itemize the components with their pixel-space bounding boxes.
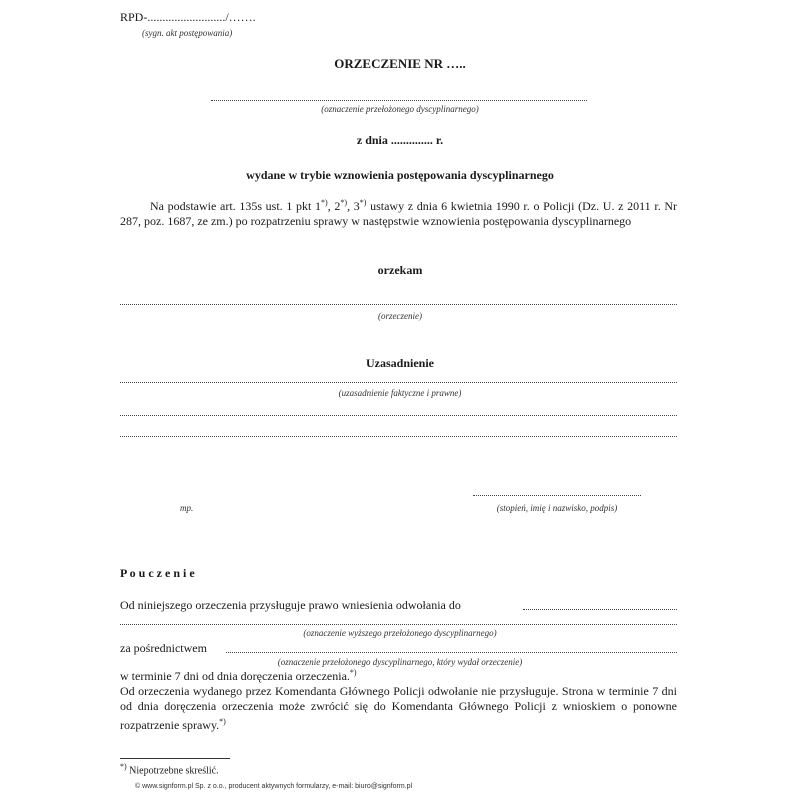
via-authority-caption: (oznaczenie przełożonego dyscyplinarnego, który wydał orzeczenie): [277, 657, 523, 667]
legal-basis-paragraph: Na podstawie art. 135s ust. 1 pkt 1*), 2*), 3*) ustawy z dnia 6 kwietnia 1990 r. o Policji (Dz. U. z 2011 r. Nr 287, poz. 1687, ze zm.) po rozpatrzeniu sprawy w następstwie wznowienia postępowania dyscyplinarnego: [120, 198, 678, 228]
justification-field-2[interactable]: [120, 415, 677, 416]
justification-field-3[interactable]: [120, 436, 677, 437]
supervisor-caption: (oznaczenie przełożonego dyscyplinarnego): [321, 104, 479, 114]
ruling-field[interactable]: [120, 304, 677, 305]
supervisor-field[interactable]: [211, 100, 587, 101]
via-text: za pośrednictwem: [120, 641, 207, 655]
document-subtitle: wydane w trybie wznowienia postępowania dyscyplinarnego: [246, 168, 554, 182]
footer-copyright: © www.signform.pl Sp. z o.o., producent aktywnych formularzy, e-mail: biuro@signform.pl: [135, 783, 413, 790]
instruction-heading: P o u c z e n i e: [120, 566, 195, 580]
signature-field[interactable]: [473, 495, 641, 496]
justification-caption: (uzasadnienie faktyczne i prawne): [338, 388, 462, 398]
date-field[interactable]: z dnia .............. r.: [356, 133, 444, 147]
appeal-authority-field-2[interactable]: [120, 624, 677, 625]
appeal-authority-caption: (oznaczenie wyższego przełożonego dyscyplinarnego): [303, 628, 497, 638]
justification-field-1[interactable]: [120, 382, 677, 383]
signature-caption: (stopień, imię i nazwisko, podpis): [496, 503, 618, 513]
deadline-text: w terminie 7 dni od dnia doręczenia orzeczenia.*): [120, 668, 357, 683]
commander-paragraph: Od orzeczenia wydanego przez Komendanta Głównego Policji odwołanie nie przysługuje. Strona w terminie 7 dni od dnia doręczenia orzeczenia może zwrócić się do Komendanta Głównego Policji z wnioskiem o ponowne rozpatrzenie sprawy.*): [120, 684, 677, 732]
case-number-field[interactable]: RPD-........................../…….: [120, 10, 256, 24]
appeal-authority-field-1[interactable]: [523, 609, 677, 610]
footnote: *) Niepotrzebne skreślić.: [120, 762, 219, 777]
case-number-caption: (sygn. akt postępowania): [142, 28, 233, 38]
ruling-caption: (orzeczenie): [378, 311, 422, 321]
via-authority-field[interactable]: [226, 652, 677, 653]
orzekam-heading: orzekam: [377, 263, 423, 277]
stamp-label: mp.: [180, 503, 194, 513]
justification-heading: Uzasadnienie: [365, 356, 434, 370]
footnote-divider: [120, 758, 230, 759]
appeal-line-text: Od niniejszego orzeczenia przysługuje prawo wniesienia odwołania do: [120, 598, 461, 612]
document-title: ORZECZENIE NR …..: [334, 56, 466, 71]
